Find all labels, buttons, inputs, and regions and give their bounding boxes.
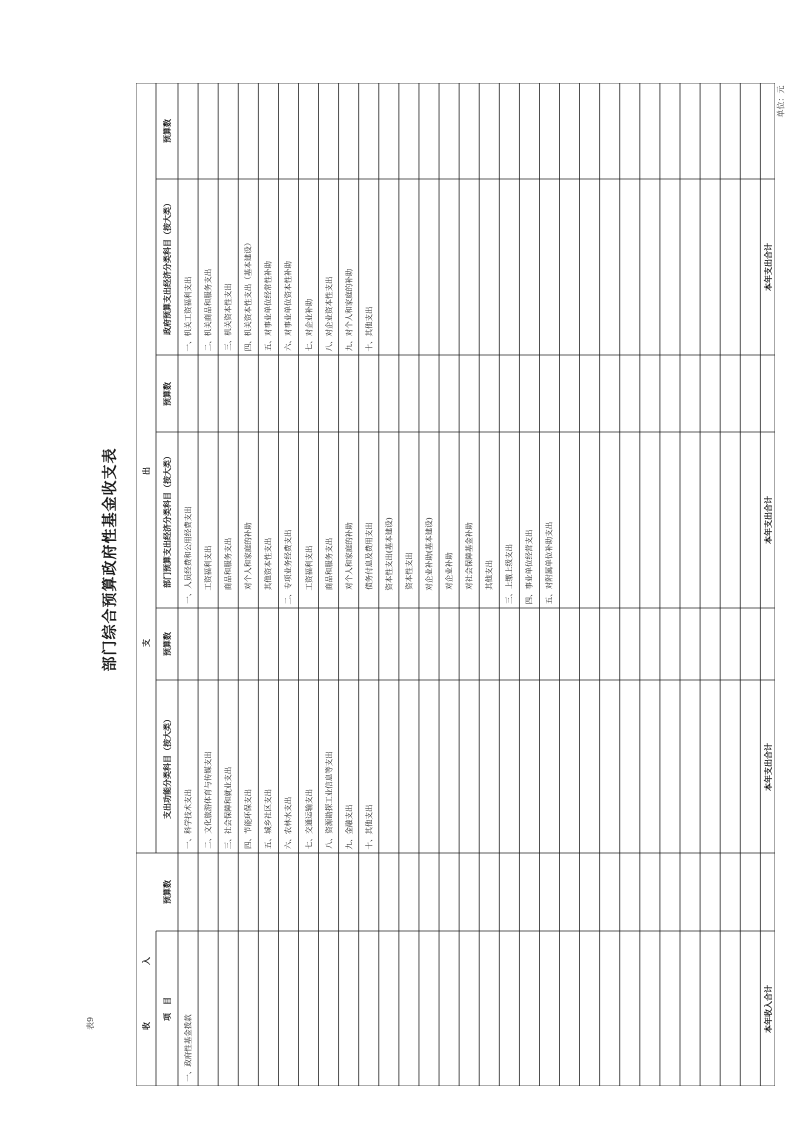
func-item: 六、农林水支出 xyxy=(283,796,293,849)
dept-item: 资本性支出(基本建设) xyxy=(384,516,394,591)
gov-item: 八、对企业资本性支出 xyxy=(323,276,333,351)
income-item: 一、政府性基金拨款 xyxy=(183,1014,193,1082)
gov-item: 三、机关资本性支出 xyxy=(223,283,233,351)
gov-item: 五、对事业单位经常性补助 xyxy=(263,261,273,351)
dept-item: 三、上缴上级支出 xyxy=(504,544,514,604)
dept-item: 对企业补助 xyxy=(444,552,454,590)
gov-item: 一、机关工资福利支出 xyxy=(183,276,193,351)
gov-item: 六、对事业单位资本性补助 xyxy=(283,261,293,351)
dept-item: 对个人和家庭的补助 xyxy=(243,522,253,590)
func-item: 十、其他支出 xyxy=(364,804,373,849)
dept-item: 五、对附属单位补助支出 xyxy=(544,521,554,604)
dept-item: 债务付息及费用支出 xyxy=(364,522,373,590)
expense-total-func-label: 本年支出合计 xyxy=(762,742,773,791)
func-item: 四、节能环保支出 xyxy=(243,789,253,849)
dept-item: 一、人员经费和公用经费支出 xyxy=(183,506,193,604)
page-title: 部门综合预算政府性基金收支表 xyxy=(100,447,119,672)
func-item: 三、社会保障和就业支出 xyxy=(223,766,233,849)
gov-item: 九、对个人和家庭的补助 xyxy=(343,268,353,351)
dept-item: 资本性支出 xyxy=(404,552,414,590)
func-item: 五、城乡社区支出 xyxy=(263,789,273,849)
budget-table xyxy=(136,83,775,1086)
dept-item: 工资福利支出 xyxy=(303,545,313,590)
dept-item: 四、事业单位经营支出 xyxy=(524,529,534,604)
expense-section-label-2: 出 xyxy=(141,467,151,475)
func-item: 八、资源勘探工业信息等支出 xyxy=(323,751,333,849)
dept-item: 其他资本性支出 xyxy=(263,537,273,590)
gov-item: 二、机关商品和服务支出 xyxy=(203,268,213,351)
form-number: 表9 xyxy=(86,1016,96,1031)
col-header-dept-amount: 预算数 xyxy=(162,381,172,406)
col-header-dept: 部门预算支出经济分类科目（按大类） xyxy=(162,452,172,588)
col-header-gov: 政府预算支出经济分类科目（按大类） xyxy=(162,199,172,335)
col-header-gov-amount: 预算数 xyxy=(162,119,172,143)
col-header-func: 支出功能分类科目（按大类） xyxy=(162,714,172,819)
dept-item: 商品和服务支出 xyxy=(323,537,333,590)
dept-item: 对社会保障基金补助 xyxy=(464,522,474,590)
dept-item: 工资福利支出 xyxy=(203,545,213,590)
dept-item: 对企业补助(基本建设) xyxy=(424,516,434,591)
col-header-item: 项 目 xyxy=(162,996,172,1021)
expense-section-label: 支 xyxy=(141,639,151,647)
income-section-label-2: 入 xyxy=(141,957,151,965)
gov-item: 十、其他支出 xyxy=(364,306,373,351)
col-header-func-amount: 预算数 xyxy=(162,632,172,656)
dept-item: 二、专项业务经费支出 xyxy=(283,529,293,604)
col-header-income-amount: 预算数 xyxy=(162,880,172,904)
expense-total-dept-label: 本年支出合计 xyxy=(762,496,773,544)
income-section-label: 收 xyxy=(141,1022,151,1030)
gov-item: 七、对企业补助 xyxy=(303,298,313,351)
dept-item: 商品和服务支出 xyxy=(223,537,233,590)
func-item: 一、科学技术支出 xyxy=(183,789,193,849)
gov-item: 四、机关资本性支出（基本建设） xyxy=(243,238,253,351)
unit-label: 单位：元 xyxy=(776,85,786,118)
income-total-label: 本年收入合计 xyxy=(762,984,773,1033)
dept-item: 对个人和家庭的补助 xyxy=(343,522,353,590)
func-item: 九、金融支出 xyxy=(343,804,353,849)
func-item: 七、交通运输支出 xyxy=(303,789,313,849)
func-item: 二、文化旅游体育与传媒支出 xyxy=(203,751,213,849)
expense-total-gov-label: 本年支出合计 xyxy=(762,243,773,291)
dept-item: 其他支出 xyxy=(484,560,494,590)
